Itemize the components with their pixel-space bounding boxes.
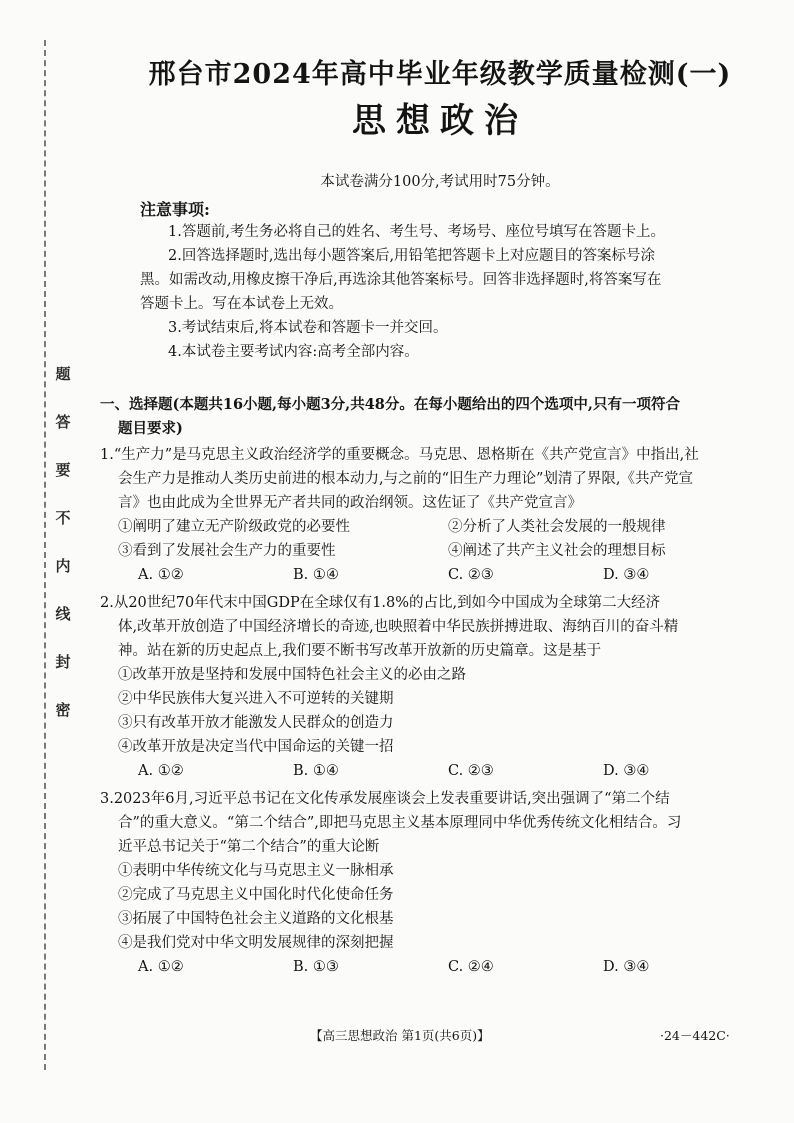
binding-char: 封 — [55, 653, 71, 671]
choice-d: D. ③④ — [603, 959, 650, 975]
notice-item: 3.考试结束后,将本试卷和答题卡一并交回。 — [168, 320, 448, 336]
exam-title: 邢台市2024年高中毕业年级教学质量检测(一) — [148, 59, 732, 90]
question-3 — [100, 787, 756, 979]
notice-item: 2.回答选择题时,选出每小题答案后,用铅笔把答题卡上对应题目的答案标号涂 — [168, 248, 656, 264]
binding-char: 答 — [55, 413, 71, 431]
statement: ①阐明了建立无产阶级政党的必要性 — [118, 519, 350, 535]
answer-choices — [100, 759, 756, 783]
answer-choices — [100, 955, 756, 979]
choice-a: A. ①② — [138, 959, 184, 975]
binding-char: 不 — [55, 509, 71, 527]
stem-line: 1.“生产力”是马克思主义政治经济学的重要概念。马克思、恩格斯在《共产党宣言》中指出,社 — [100, 447, 699, 463]
section-title-line: 一、选择题(本题共16小题,每小题3分,共48分。在每小题给出的四个选项中,只有一项符合 — [100, 396, 680, 413]
statement: ③拓展了中国特色社会主义道路的文化根基 — [118, 911, 394, 927]
notice-item: 4.本试卷主要考试内容:高考全部内容。 — [168, 344, 419, 360]
binding-char: 线 — [55, 605, 71, 623]
choice-c: C. ②④ — [448, 959, 494, 975]
exam-header — [100, 55, 780, 143]
notice-item: 黑。如需改动,用橡皮擦干净后,再选涂其他答案标号。回答非选择题时,将答案写在 — [140, 272, 662, 288]
binding-char: 题 — [55, 365, 71, 383]
choice-b: B. ①④ — [293, 567, 339, 583]
choice-d: D. ③④ — [603, 567, 650, 583]
statement-list — [100, 859, 756, 955]
choice-c: C. ②③ — [448, 567, 494, 583]
statement: ②中华民族伟大复兴进入不可逆转的关键期 — [118, 691, 394, 707]
section-title-line: 题目要求) — [118, 420, 183, 437]
exam-info: 本试卷满分100分,考试用时75分钟。 — [320, 174, 560, 190]
exam-subject: 思想政治 — [352, 101, 528, 141]
statement: ③看到了发展社会生产力的重要性 — [118, 543, 336, 559]
question-stem — [100, 591, 756, 663]
choice-b: B. ①③ — [293, 959, 339, 975]
notice-list — [140, 220, 740, 364]
statement: ①表明中华传统文化与马克思主义一脉相承 — [118, 863, 394, 879]
choice-b: B. ①④ — [293, 763, 339, 779]
statement: ④是我们党对中华文明发展规律的深刻把握 — [118, 935, 394, 951]
statement: ②分析了人类社会发展的一般规律 — [448, 519, 666, 535]
binding-margin-text — [52, 350, 74, 734]
choice-a: A. ①② — [138, 763, 184, 779]
stem-line: 神。站在新的历史起点上,我们要不断书写改革开放新的历史篇章。这是基于 — [118, 643, 602, 659]
statement: ④改革开放是决定当代中国命运的关键一招 — [118, 739, 394, 755]
question-stem — [100, 443, 756, 515]
stem-line: 近平总书记关于“第二个结合”的重大论断 — [118, 839, 380, 855]
section-title — [100, 393, 756, 441]
choice-d: D. ③④ — [603, 763, 650, 779]
statement-list — [100, 515, 756, 563]
notice-item: 答题卡上。写在本试卷上无效。 — [140, 296, 343, 312]
binding-char: 要 — [55, 461, 71, 479]
stem-line: 会生产力是推动人类历史前进的根本动力,与之前的“旧生产力理论”划清了界限,《共产党宣 — [118, 471, 694, 487]
answer-choices — [100, 563, 756, 587]
statement: ①改革开放是坚持和发展中国特色社会主义的必由之路 — [118, 667, 466, 683]
binding-char: 内 — [55, 557, 71, 575]
notice-title: 注意事项: — [140, 200, 210, 219]
page-footer — [0, 1026, 794, 1046]
stem-line: 3.2023年6月,习近平总书记在文化传承发展座谈会上发表重要讲话,突出强调了“第二个结 — [100, 791, 670, 807]
choice-c: C. ②③ — [448, 763, 494, 779]
question-stem — [100, 787, 756, 859]
question-1 — [100, 443, 756, 587]
stem-line: 体,改革开放创造了中国经济增长的奇迹,也映照着中华民族拼搏进取、海纳百川的奋斗精 — [118, 619, 679, 635]
stem-line: 合”的重大意义。“第二个结合”,即把马克思主义基本原理同中华优秀传统文化相结合。习 — [118, 815, 682, 831]
footer-page-info: 【高三思想政治 第1页(共6页)】 — [310, 1028, 490, 1043]
statement-list — [100, 663, 756, 759]
stem-line: 2.从20世纪70年代末中国GDP在全球仅有1.8%的占比,到如今中国成为全球第二大经济 — [100, 595, 661, 611]
statement: ②完成了马克思主义中国化时代化使命任务 — [118, 887, 394, 903]
stem-line: 言》也由此成为全世界无产者共同的政治纲领。这佐证了《共产党宣言》 — [118, 495, 582, 511]
statement: ③只有改革开放才能激发人民群众的创造力 — [118, 715, 394, 731]
notice-item: 1.答题前,考生务必将自己的姓名、考生号、考场号、座位号填写在答题卡上。 — [168, 224, 665, 240]
binding-char: 密 — [55, 701, 71, 719]
footer-code: ·24－442C· — [660, 1028, 730, 1043]
statement: ④阐述了共产主义社会的理想目标 — [448, 543, 666, 559]
question-2 — [100, 591, 756, 783]
binding-dashed-line — [44, 40, 46, 1070]
exam-content — [100, 393, 756, 983]
choice-a: A. ①② — [138, 567, 184, 583]
